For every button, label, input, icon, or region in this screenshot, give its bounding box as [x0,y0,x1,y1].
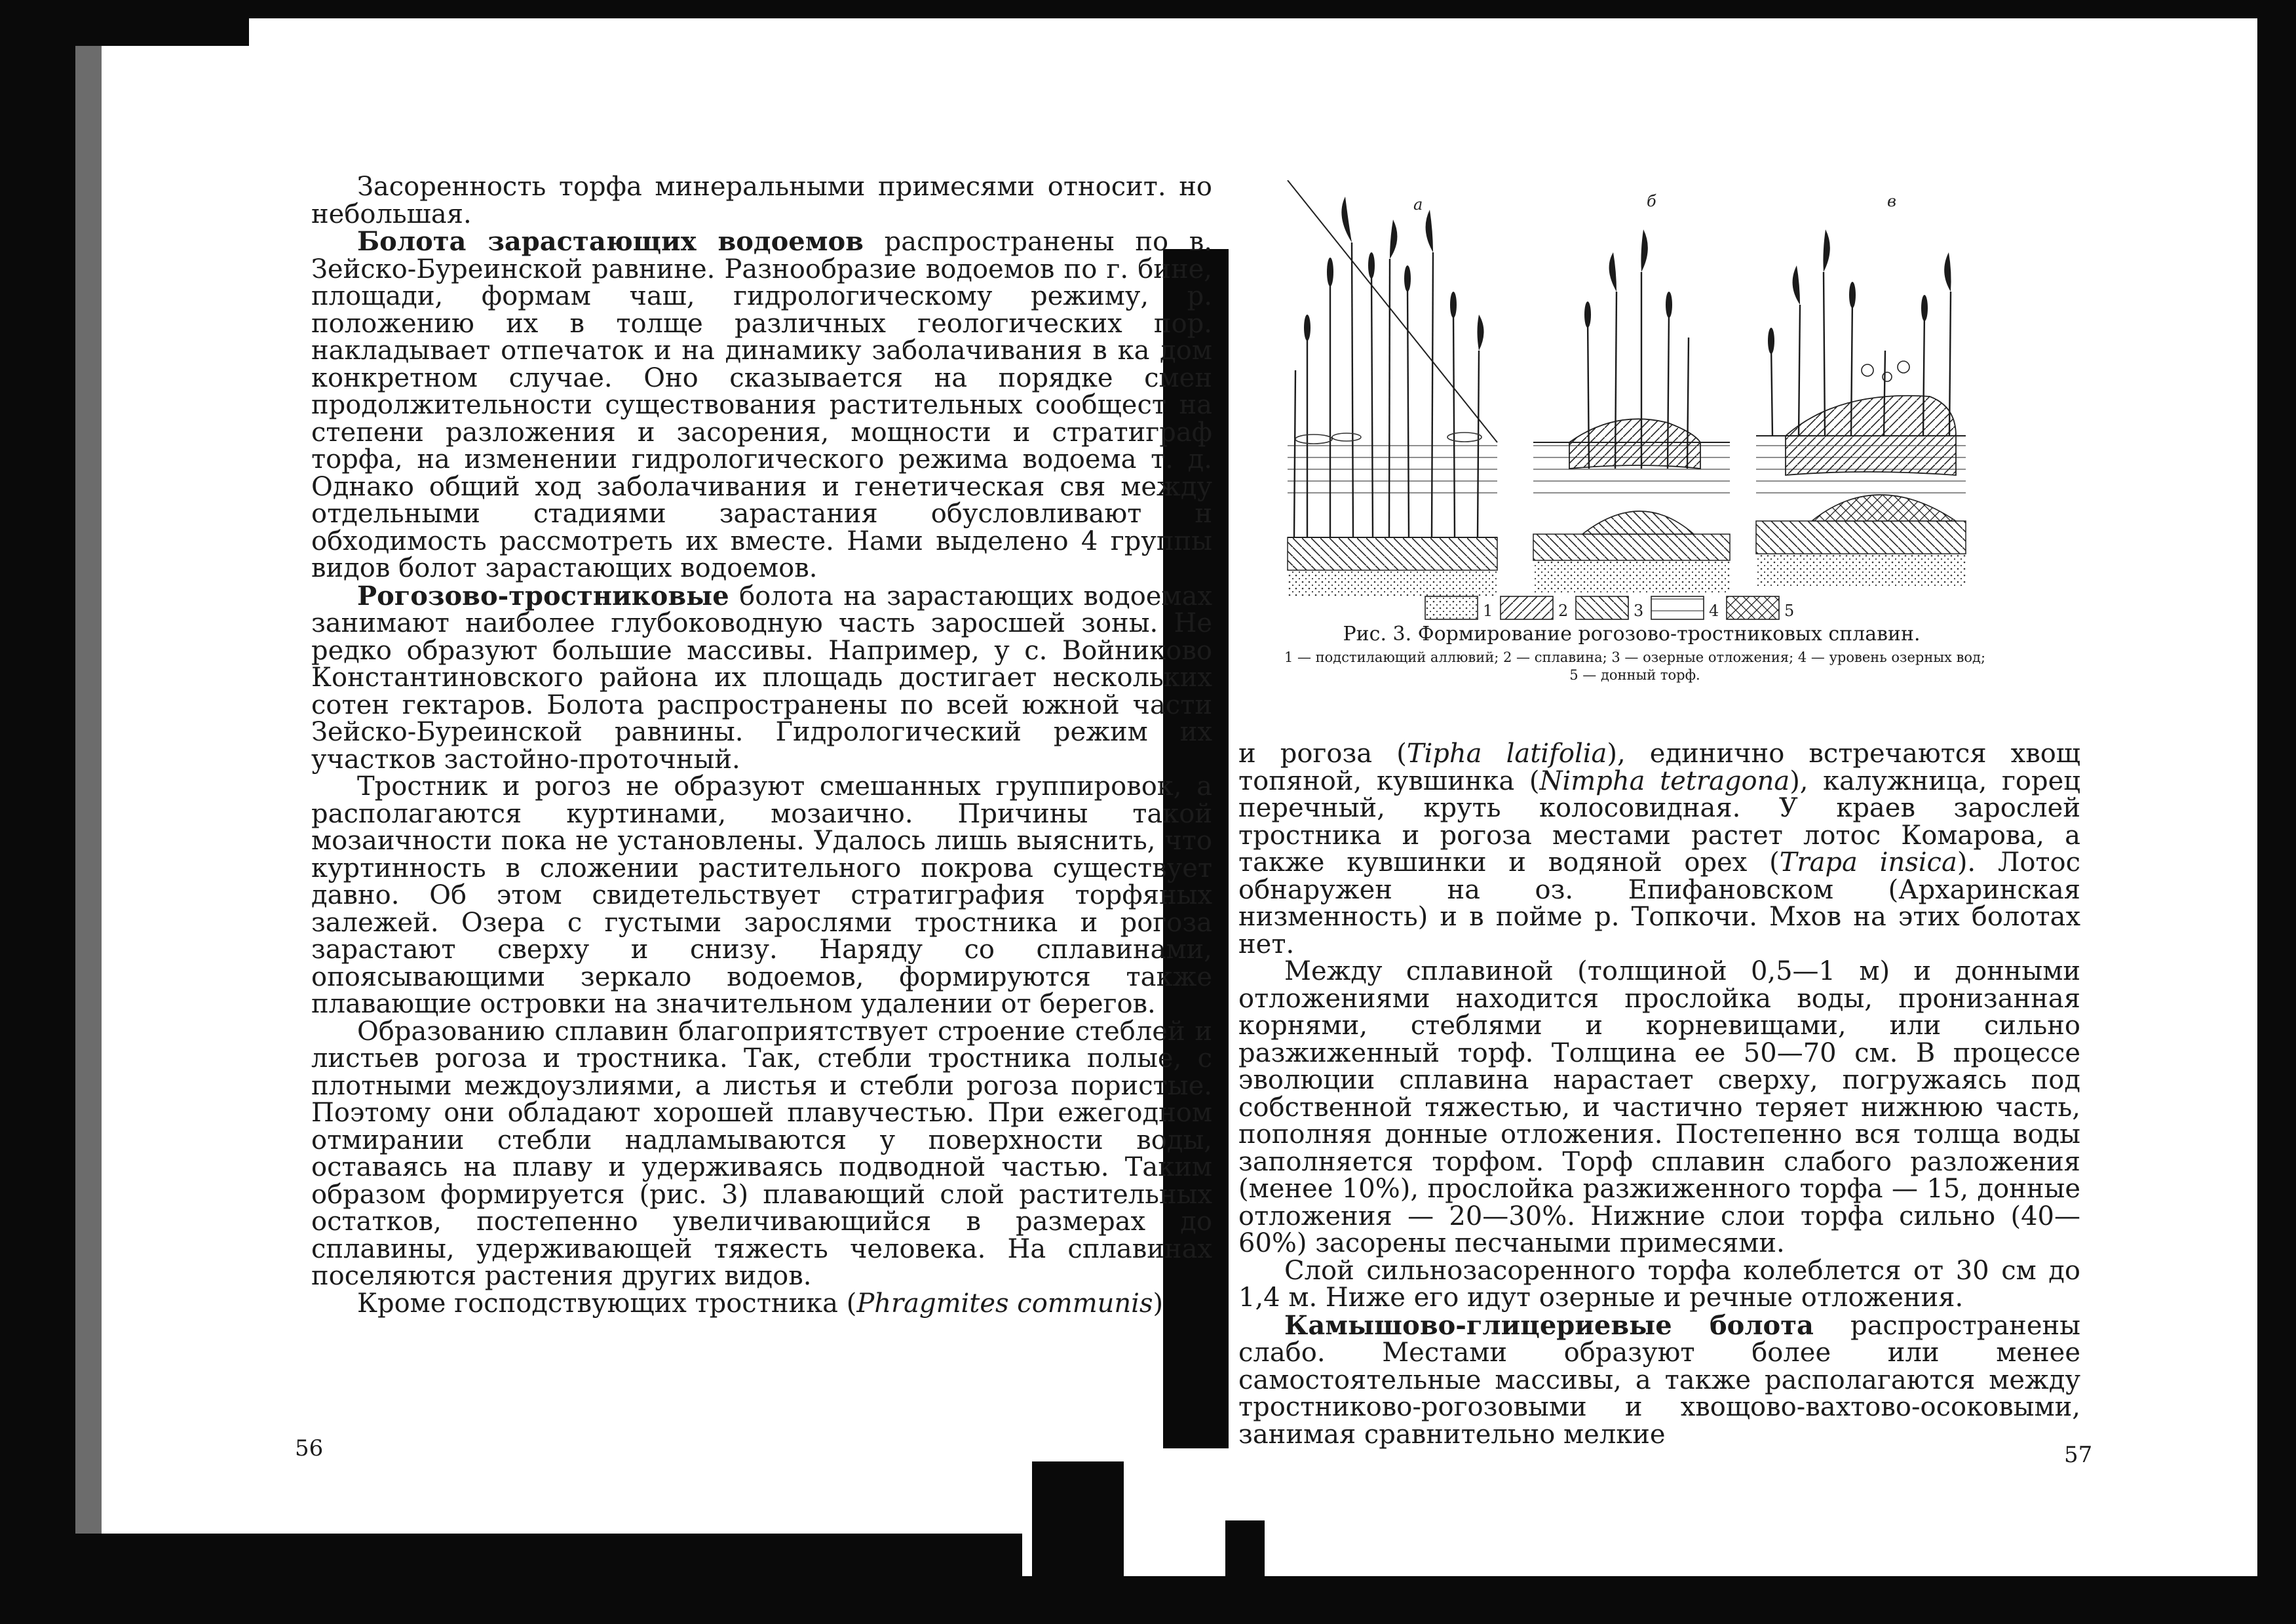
paragraph [311,228,1212,583]
text-run: ), калужница, горец перечный, круть колосовидная. У краев зарослей тростника и рогоза местами растет лотос Комарова, а также кувшинки и водяной орех ( [1238,765,2081,878]
scan-border-left [0,0,75,1624]
latin-name: Phragmites communis [856,1288,1153,1319]
legend-box-2 [1501,596,1553,619]
right-page [1232,0,2189,1624]
legend-box-4 [1651,596,1704,619]
legend-box-5 [1727,596,1779,619]
paragraph [311,174,1212,228]
text-run: ), единично встречаются хвощ топяной, кувшинка ( [1238,739,2080,796]
figure-3 [1274,180,1986,698]
text-run: Кроме господствующих тростника ( [357,1288,857,1319]
figure-caption-legend: 1 — подстилающий аллювий; 2 — сплавина; 3 — озерные отложения; 4 — уровень озерных вод; 5 — донный торф. [1284,649,1986,683]
paragraph [311,1290,1212,1318]
paragraph [311,1018,1212,1290]
text-run: и рогоза ( [1238,739,1407,769]
paragraph [1238,741,2080,958]
legend-box-3 [1576,596,1628,619]
page-number: 57 [2064,1442,2093,1468]
right-text-column [1238,741,2080,1448]
panel-b-drawing [1533,229,1730,593]
text-run: Между сплавиной (толщиной 0,5—1 м) и донными отложениями находится прослойка воды, пронизанная корнями, стеблями и корневищами, или сильно разжиженный торф. Толщина ее 50—70 см. В процессе эволюции сплавина нарастает сверху, погружаясь под собственной тяжестью, и частично теряет нижнюю часть, пополняя донные отложения. Постепенно вся толща воды заполняется торфом. Торф сплавин слабого разложения (менее 10%), прослойка разжиженного торфа — 15, донные отложения — 20—30%. Нижние слои торфа сильно (40—60%) засорены песчаными примесями. [1238,956,2080,1258]
bold-term: Рогозово-тростниковые [357,580,729,611]
legend-number-2: 2 [1558,602,1569,620]
figure-caption-title: Рис. 3. Формирование рогозово-тростниковых сплавин. [1343,623,1921,646]
panel-a-drawing [1288,180,1497,596]
legend-box-1 [1425,596,1478,619]
panel-label-v: в [1887,192,1896,210]
bold-term: Болота зарастающих водоемов [357,226,864,257]
left-page [72,0,1212,1624]
paragraph [1238,1255,2080,1313]
text-run: Образованию сплавин благоприятствует строение стеблей и листьев рогоза и тростника. Так, стебли тростника полые, с плотными междоузлиями, а листья и стебли рогоза пористые. Поэтому они обладают хорошей плавучестью. При ежегодном отмирании стебли надламываются у поверхности воды, оставаясь на плаву и удерживаясь подводной частью. Таким образом формируется (рис. 3) плавающий слой растительных остатков, постепенно увеличивающийся в размерах до сплавины, удерживающей тяжесть человека. На сплавинах поселяются растения других видов. [311,1016,1212,1291]
panel-label-a: а [1413,195,1423,214]
bold-term: Камышово-глицериевые болота [1284,1309,1814,1341]
paragraph [1238,958,2080,1258]
latin-name: Tipha latifolia [1406,739,1607,769]
latin-name: Trapa insica [1779,847,1957,878]
text-run: ) [1153,1288,1164,1319]
paragraph [311,773,1212,1018]
panel-c-drawing [1756,229,1966,587]
page-number: 56 [295,1435,324,1461]
figure-legend [1425,596,1794,620]
latin-name: Nimpha tetragona [1539,765,1790,796]
paragraph [1238,1309,2080,1450]
text-run: Засоренность торфа минеральными примесями относит. но небольшая. [311,172,1212,229]
legend-number-4: 4 [1709,602,1719,620]
text-run: Слой сильнозасоренного торфа колеблется от 30 см до 1,4 м. Ниже его идут озерные и речные отложения. [1238,1255,2080,1313]
legend-number-3: 3 [1634,602,1644,620]
panel-label-b: б [1647,192,1656,210]
text-run: Тростник и рогоз не образуют смешанных группировок, а располагаются куртинами, мозаично. Причины такой мозаичности пока не установлены. Удалось лишь выяснить, что куртинность в сложении растительного покрова существует давно. Об этом свидетельствует стратиграфия торфяных залежей. Озера с густыми зарослями тростника и рогоза зарастают сверху и снизу. Наряду со сплавинами, опоясывающими зеркало водоемов, формируются также плавающие островки на значительном удалении от берегов. [311,771,1212,1019]
paragraph [311,580,1212,775]
text-run: распространены по в. Зейско-Буреинской равнине. Разнообразие водоемов по г. бине, площади, формам чаш, гидрологическому режиму, р. положению их в толще различных геологических пор. накладывает отпечаток и на динамику заболачивания в ка дом конкретном случае. Оно сказывается на порядке смен продолжительности существования растительных сообщест на степени разложения и засорения, мощности и стратиграф торфа, на изменении гидрологического режима водоема т. д. Однако общий ход заболачивания и генетическая свя между отдельными стадиями зарастания обусловливают н обходимость рассмотреть их вместе. Нами выделено 4 группы видов болот зарастающих водоемов. [311,227,1212,583]
figure-illustration [1274,180,1989,626]
text-run: распространены слабо. Местами образуют более или менее самостоятельные массивы, а также располагаются между тростниково-рогозовыми и хвощово-вахтово-осоковыми, занимая сравнительно мелкие [1238,1310,2080,1450]
legend-number-1: 1 [1483,602,1493,620]
text-run: ). Лотос обнаружен на оз. Епифановском (Архаринская низменность) и в пойме р. Топкочи. Мхов на этих болотах нет. [1238,847,2081,959]
scan-border-right [2257,0,2296,1624]
legend-number-5: 5 [1784,602,1795,620]
text-run: болота на зарастающих водоемах занимают наиболее глубоководную часть заросшей зоны. Не редко образуют большие массивы. Например, у с. Войниково Константиновского района их площадь достигает нескольких сотен гектаров. Болота распространены по всей южной части Зейско-Буреинской равнины. Гидрологический режим их участков застойно-проточный. [311,581,1212,775]
left-text-column [311,174,1212,1317]
